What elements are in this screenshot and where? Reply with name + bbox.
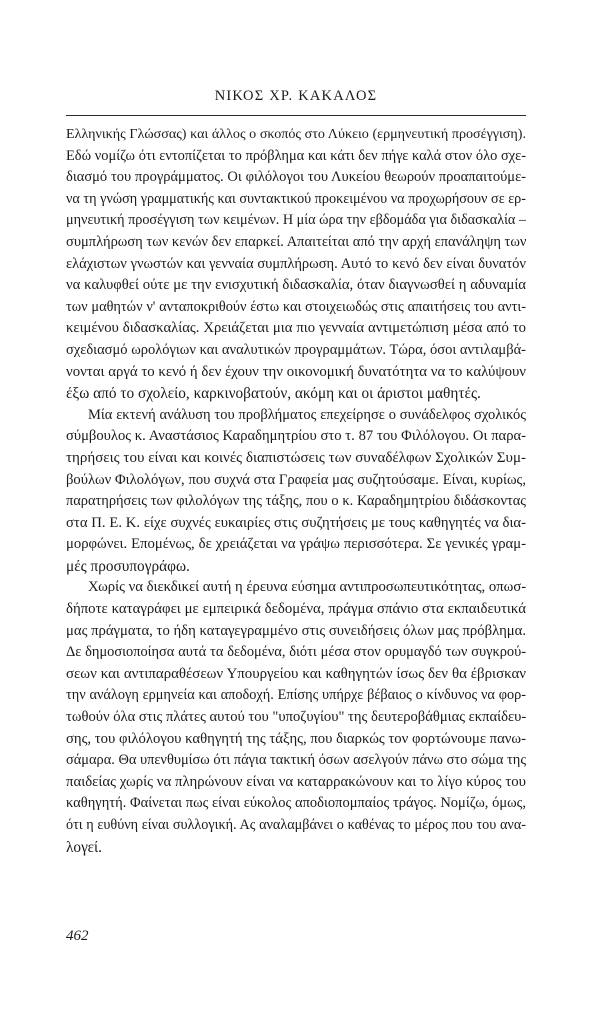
text-line: Ελληνικής Γλώσσας) και άλλος ο σκοπός στο Λύκειο (ερμηνευτική προσέγγιση). [66,126,526,142]
running-head: ΝΙΚΟΣ ΧΡ. ΚΑΚΑΛΟΣ [214,88,378,104]
paragraph [66,405,526,578]
text-line: τηρήσεις του είναι και κοινές διαπιστώσεις των συναδέλφων Σχολικών Συμ- [66,449,526,466]
text-line: την ανάλογη ερμηνεία και αποδοχή. Επίσης υπήρχε βέβαιος ο κίνδυνος να φορ- [66,687,526,704]
text-line: σχεδιασμό ωρολόγιων και αναλυτικών προγραμμάτων. Τώρα, όσοι αντιλαμβά- [66,341,526,358]
text-line: δήποτε καταγράφει με εμπειρικά δεδομένα, πράγμα σπάνιο στα εκπαιδευτικά [66,601,526,618]
text-line: σης, του φιλόλογου καθηγητή της τάξης, που διαρκώς τον φορτώνουμε πανω- [66,730,526,747]
text-line: στα Π. Ε. Κ. είχε συχνές ευκαιρίες στις συζητήσεις με τους καθηγητές να δια- [66,514,526,531]
text-line: παιδείας χωρίς να πληρώνουν είναι να καταρρακώνουν και το λίγο κύρος του [66,773,526,790]
text-line: νονται αργά το κενό ή δεν έχουν την οικονομική δυνατότητα να το καλύψουν [66,363,526,380]
text-line: σύμβουλος κ. Αναστάσιος Καραδημητρίου στο τ. 87 του Φιλόλογου. Οι παρα- [66,428,526,445]
text-line: μας πράγματα, το ήδη καταγεγραμμένο στις συνειδήσεις όλων μας πρόβλημα. [66,622,526,639]
header-rule [66,115,526,116]
text-line: βούλων Φιλολόγων, που συχνά στα Γραφεία μας συζητούσαμε. Είναι, κυρίως, [66,471,526,488]
text-line: μές προσυπογράφω. [66,557,190,575]
text-line: σάμαρα. Θα υπενθυμίσω ότι πάγια τακτική όσων ασελγούν πάνω στο σώμα της [66,752,526,769]
text-line: καθηγητή. Φαίνεται πως είναι εύκολος αποδιοπομπαίος τράγος. Νομίζω, όμως, [66,795,526,812]
paragraph [66,124,526,405]
text-line: συμπλήρωση των κενών δεν επαρκεί. Απαιτείται από την αρχή επανάληψη των [66,233,526,250]
text-line: των μαθητών ν' ανταποκριθούν έστω και στοιχειωδώς στις απαιτήσεις του αντι- [66,298,526,315]
text-line: έξω από το σχολείο, καρκινοβατούν, ακόμη και οι άριστοι μαθητές. [66,385,481,403]
text-line: Μία εκτενή ανάλυση του προβλήματος επεχείρησε ο συνάδελφος σχολικός [88,406,526,423]
text-line: λογεί. [66,838,102,856]
text-line: σεων και αντιπαραθέσεων Υπουργείου και καθηγητών ίσως δεν θα έβρισκαν [66,665,526,682]
text-line: να τη γνώση γραμματικής και συντακτικού προκειμένου να προχωρήσουν σε ερ- [66,190,526,207]
text-line: τωθούν όλα στις πλάτες αυτού του "υποζυγίου" της δευτεροβάθμιας εκπαίδευ- [66,709,526,726]
text-line: Δε δημοσιοποίησα αυτά τα δεδομένα, διότι μέσα στον ορυμαγδό των συγκρού- [66,644,526,661]
body-text [66,124,526,858]
page-number: 462 [66,928,89,944]
text-line: Χωρίς να διεκδικεί αυτή η έρευνα εύσημα αντιπροσωπευτικότητας, οπωσ- [88,579,526,596]
text-line: διασμό του προγράμματος. Οι φιλόλογοι του Λυκείου θεωρούν προαπαιτούμε- [66,169,526,186]
text-line: παρατηρήσεις των φιλολόγων της τάξης, που ο κ. Καραδημητρίου διδάσκοντας [66,493,526,510]
text-line: Εδώ νομίζω ότι εντοπίζεται το πρόβλημα και κάτι δεν πήγε καλά στον όλο σχε- [66,147,526,164]
text-line: ότι η ευθύνη είναι συλλογική. Ας αναλαμβάνει ο καθένας το μέρος που του ανα- [66,817,526,833]
text-line: κειμένου διδασκαλίας. Χρειάζεται μια πιο γενναία αντιμετώπιση μέσα από το [66,320,526,337]
text-line: να καλυφθεί ούτε με την ενισχυτική διδασκαλία, όταν διαγνωσθεί η αδυναμία [66,277,526,294]
text-line: μηνευτική προσέγγιση των κειμένων. Η μία ώρα την εβδομάδα για διδασκαλία – [66,212,526,229]
paragraph [66,577,526,858]
text-line: μορφώνει. Επομένως, δε χρειάζεται να γράψω περισσότερα. Σε γενικές γραμ- [66,536,526,553]
text-line: ελάχιστων γνωστών και γενναία συμπλήρωση. Αυτό το κενό δεν είναι δυνατόν [66,255,526,272]
